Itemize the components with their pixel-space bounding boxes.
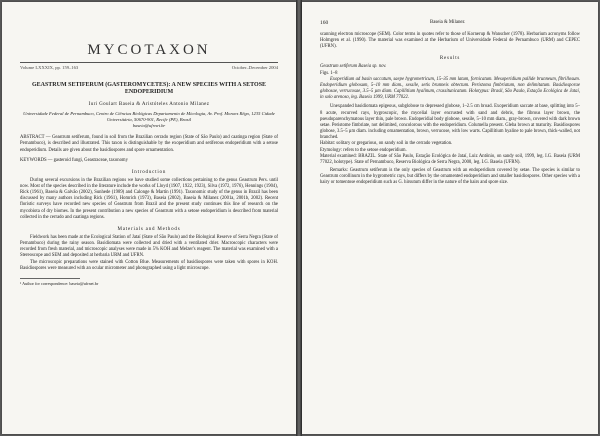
figure-ref: Figs. 1–8 (320, 70, 338, 76)
methods-continued: scanning electron microscope (SEM). Color terms in quotes refer to those of Kornerup & Wanscher (1978). Herbarium acronyms follow Holmgren et al. (1990). The material was examined at the Herbarium of Universidade Federal de Pernambuco (URM) and CEPEC (UFRN). (320, 32, 580, 50)
volume-info: Volume LXXXIX, pp. 159–163 (20, 65, 79, 70)
methods-text: Fieldwork has been made at the Ecological Station of Jataí (State of São Paulo) and the Biological Reserve of Serra Negra (State of Pernambuco) during the rainy season. Basidiomata were collected and dried with a ventilated drier. Macroscopic characters were recorded from fresh material, and microscopic analyses were made in 5% KOH and Melzer's reagent. The material was examined with a Stereoscope and SEM and deposited at herbaria URM and UFRN. (20, 234, 278, 259)
etymology: Etymology: refers to the setose endoperidium. (320, 147, 407, 153)
affiliation-text: Universidade Federal de Pernambuco, Centro de Ciências Biológicas Departamento de Micologia, Av. Prof. Moraes Rêgo, 1235 Cidade Universitária, 50670-901, Recife (PE), Brasil (23, 111, 275, 122)
footnote: ¹ Author for correspondence: baseia@ufrnet.br (20, 280, 99, 286)
keywords: KEYWORDS — gasteroid fungi, Geastraceae, taxonomy (20, 157, 128, 163)
species-name: Geastrum setiferum Baseia sp. nov. (320, 64, 387, 70)
article-authors: Iuri Goulart Baseia & Aristóteles Antonio Milanez (88, 102, 210, 108)
latin-diagnosis: Exoperidium ad basin saccatum, saepe hygrometricum, 15–35 mm latum, fornicatum. Mesoperidium pallide brunneum, fibrillosum. Endoperidium globosum, 5–10 mm diam., sessile, setis brunneis obtectum. Peristoma fimbriatum, non delimitatum. Basidiosporae globosae, verrucosae, 3.5–5 µm diam. Capillitium hyalinum, crassitunicatum. Holotypus: Brasil, São Paulo, Estação Ecológica de Jataí, in solo arenoso, leg. Baseia 1999, URM 77022. (320, 76, 580, 101)
running-head: Baseia & Milanez (430, 20, 465, 25)
left-page (2, 2, 296, 434)
species-description: Unexpanded basidiomata epigeous, subglobose to depressed globose, 1–2.5 cm broad. Exoperidium saccate at base, splitting into 5–8 acute, recurved rays, hygroscopic, the mycelial layer encrusted with sand and debris, the fibrous layer brown, the pseudoparenchymatous layer thin, pale brown. Endoperidial body globose, sessile, 5–10 mm diam., gray-brown, covered with dark brown setae. Peristome fimbriate, not delimited, concolorous with the endoperidium. Columella present. Gleba brown at maturity. Basidiospores globose, 3.5–5 µm diam. including ornamentation, brown, verrucose, with low warts. Capillitium hyaline to pale brown, thick-walled, not branched. (320, 104, 580, 141)
methods-heading: Materials and Methods (117, 226, 181, 232)
intro-text: During several excursions in the Brazilian regions we have studied some collections pertaining to the genus Geastrum Pers. until now. Most of the species described in the literature include the works of Lloyd (1907, 1922, 1923), Silva (1972, 1976), Hennings (1904), Rick (1961), Baseia & Galvão (2002), Sunhede (1989) and Calonge & Martín (1991). Taxonomic study of the genus in Brazil has been discussed by many authors including Rick (1961), Homrich (1973), Baseia (2002), Baseia & Milanez (2001a, 2001b, 2002). Recent floristic surveys have recorded new species of Geastrum from Brazil and the present study continues this line of research on the mycobiota of dry biomes. In the present contribution a new species of Geastrum with a setose endoperidium is described from material collected in the cerrado and caatinga regions. (20, 177, 278, 220)
author-email: baseia@ufrnet.br (132, 122, 166, 128)
remarks: Remarks: Geastrum setiferum is the only species of Geastrum with an endoperidium covered by setae. The species is similar to Geastrum corollinum in the hygrometric rays, but differs by the ornamented endoperidium and smaller basidiospores. Other species with a hairy or tomentose endoperidium such as G. hirsutum differ in the nature of the hairs and spore size. (320, 167, 580, 186)
methods-text-2: The microscopic preparations were stained with Cotton Blue. Measurements of basidiospores were taken with spores in KOH. Basidiospores were measured with an ocular micrometer and photographed using a light microscope. (20, 259, 278, 271)
journal-title: MYCOTAXON (87, 42, 211, 58)
article-title: GEASTRUM SETIFERUM (GASTEROMYCETES): A NEW SPECIES WITH A SETOSE ENDOPERIDIUM (31, 82, 267, 96)
header-rule (20, 62, 278, 63)
footnote-rule (20, 278, 80, 279)
material-examined: Material examined: BRAZIL. State of São Paulo, Estação Ecológica de Jataí, Luiz Antônio, on sandy soil, 1999, leg. I.G. Baseia (URM 77022, holotype). State of Pernambuco, Reserva Biológica de Serra Negra, 2000, leg. I.G. Baseia (UFRN). (320, 153, 580, 165)
intro-heading: Introduction (131, 169, 167, 175)
abstract: ABSTRACT — Geastrum setiferum, found in soil from the Brazilian cerrado region (State of São Paulo) and caatinga region (State of Pernambuco), is described and illustrated. This taxon is distinguishable by the exoperidium and setiferous endoperidium with a setose endoperidium. Details are given about the basidiospores and spore ornamentation. (20, 135, 278, 153)
habitat: Habitat: solitary or gregarious, on sandy soil in the cerrado vegetation. (320, 141, 453, 147)
volume-line (20, 65, 278, 70)
results-heading: Results (439, 56, 461, 62)
right-page (302, 2, 598, 434)
issue-date: October–December 2004 (231, 65, 278, 70)
author-affiliation (20, 111, 278, 128)
page-number: 160 (320, 20, 329, 26)
